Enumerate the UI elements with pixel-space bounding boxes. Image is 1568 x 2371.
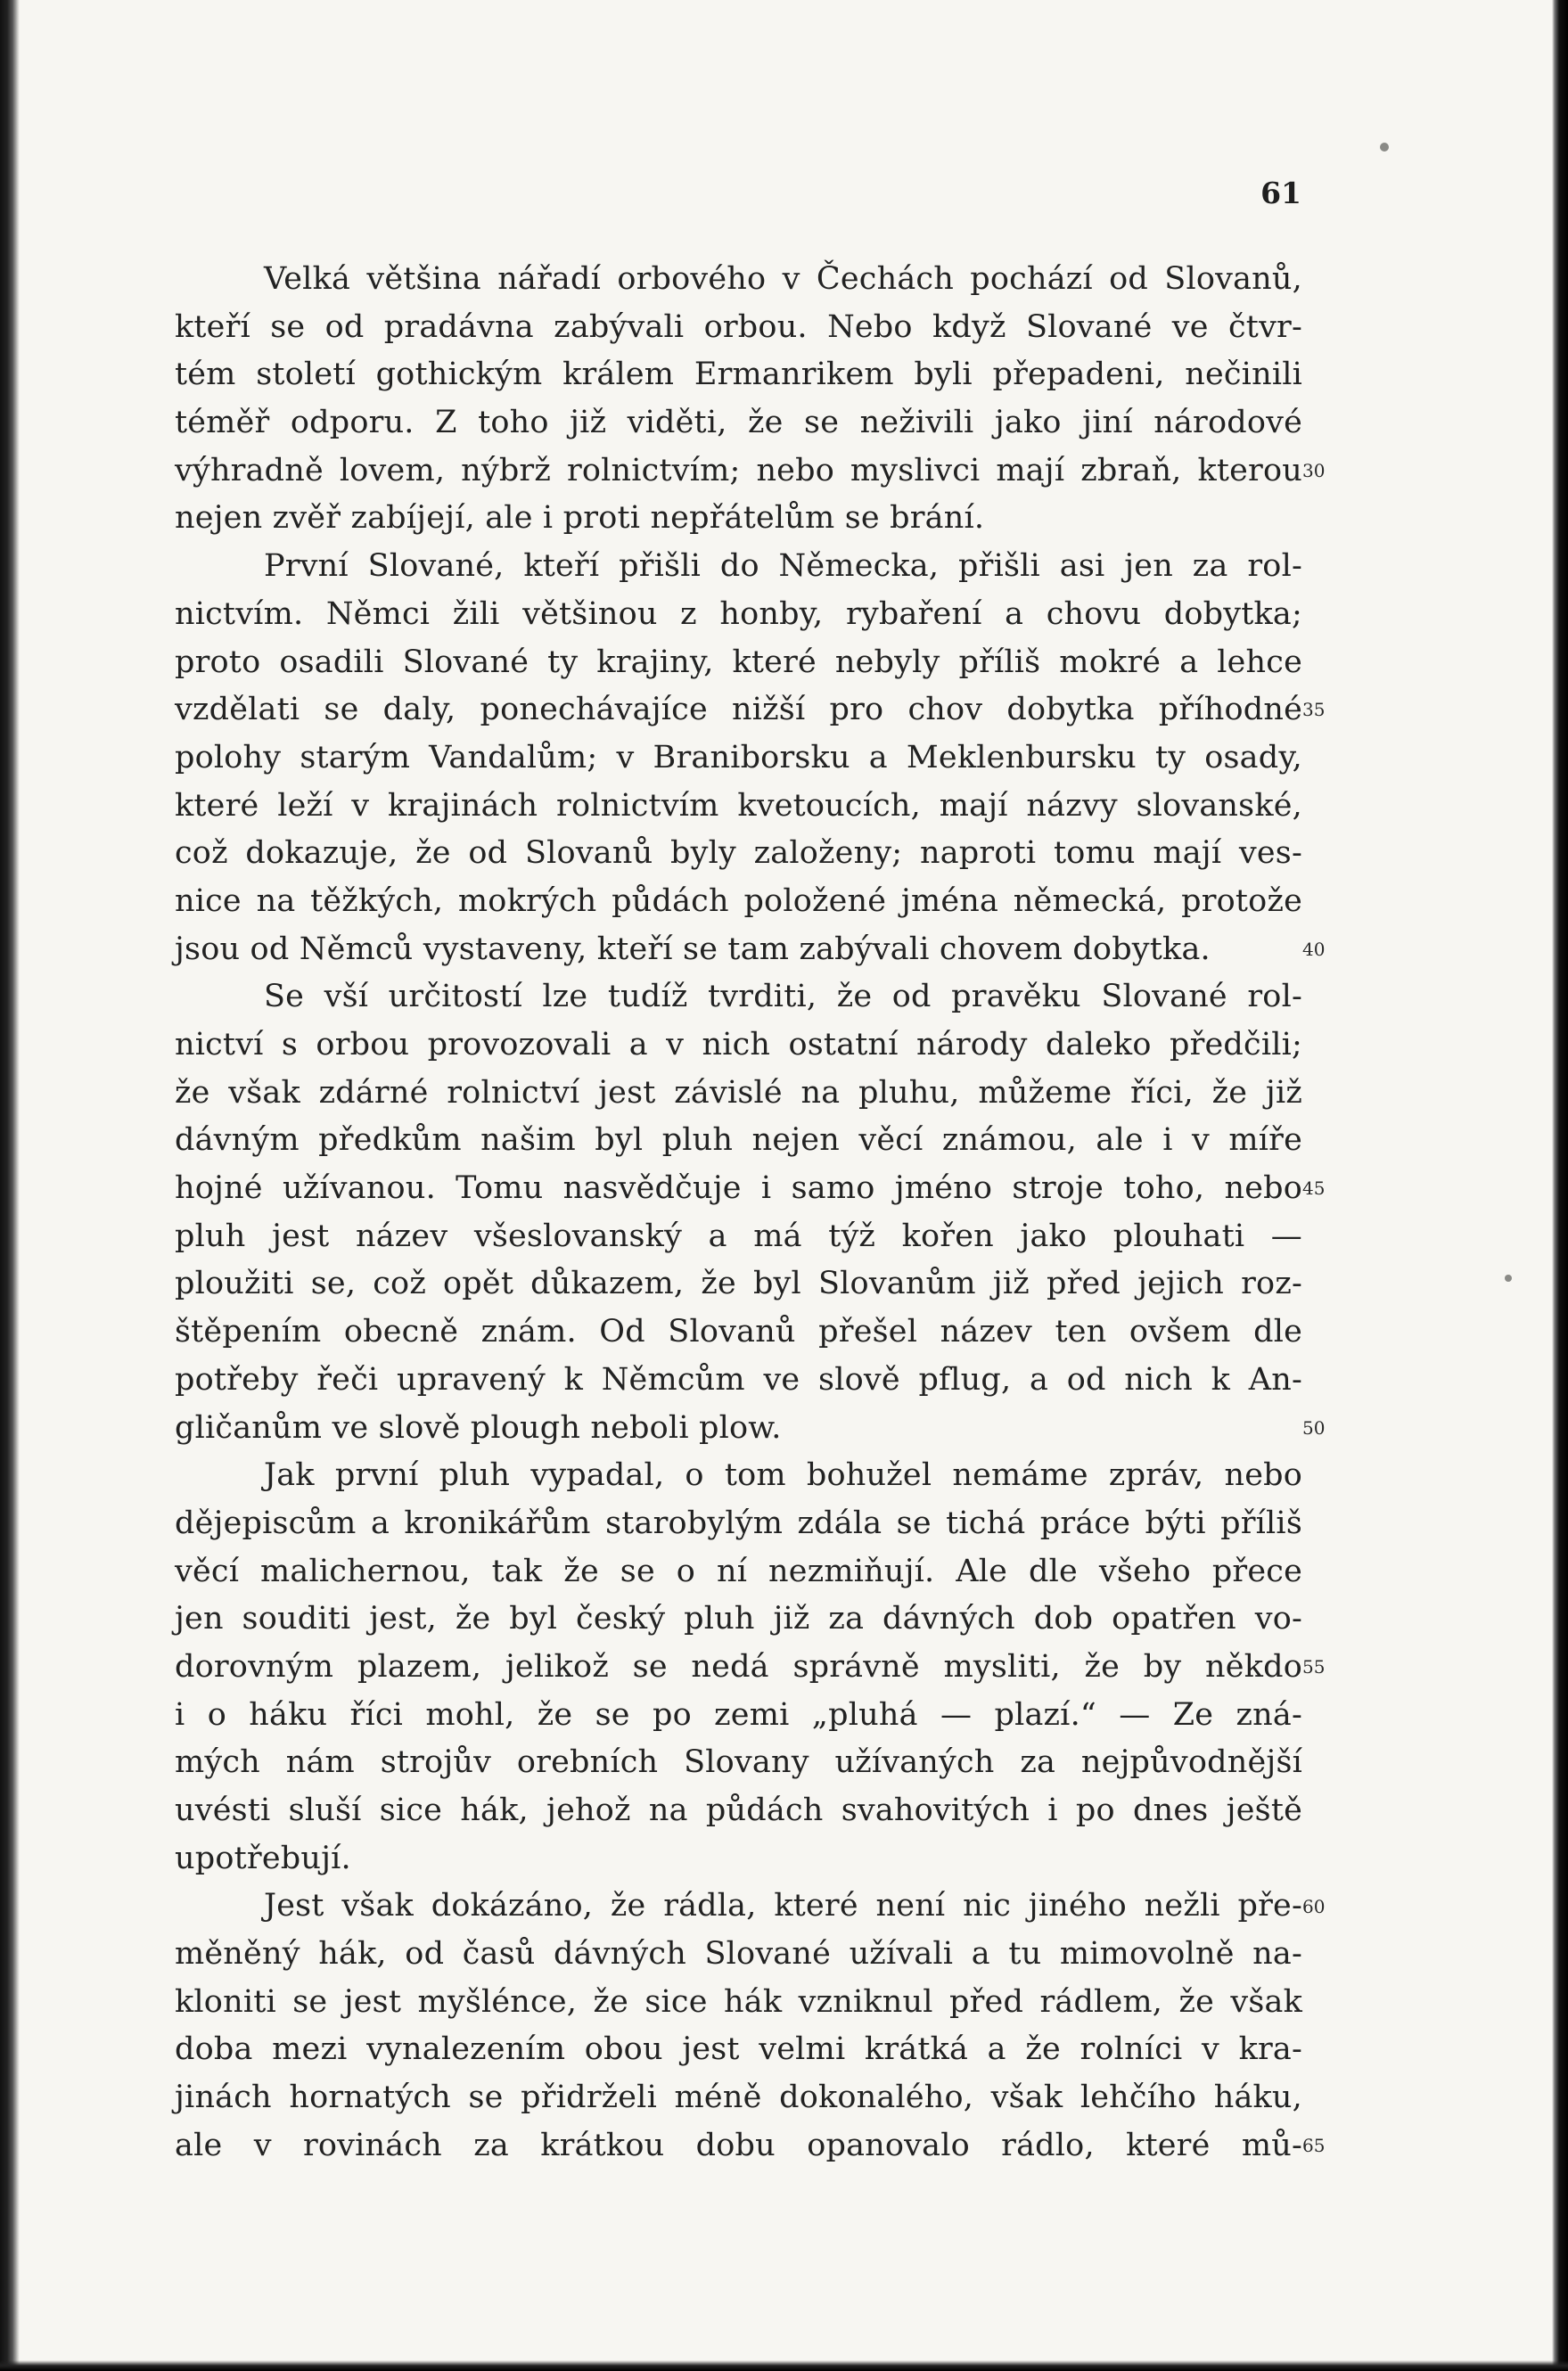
text-line: ale v rovinách za krátkou dobu opanovalo rádlo, které mů- — [175, 2127, 1302, 2163]
text-line: vzdělati se daly, ponechávajíce nižší pro chov dobytka příhodné — [175, 692, 1302, 728]
text-line: věcí malichernou, tak že se o ní nezmiňují. Ale dle všeho přece — [175, 1553, 1302, 1589]
text-line: Jest však dokázáno, že rádla, které není nic jiného nežli pře- — [264, 1888, 1302, 1924]
text-line: dějepiscům a kronikářům starobylým zdála se tichá práce býti příliš — [175, 1505, 1302, 1541]
text-line: upotřebují. — [175, 1840, 351, 1876]
text-line: které leží v krajinách rolnictvím kvetoucích, mají názvy slovanské, — [175, 787, 1302, 824]
scan-speck — [1505, 1275, 1512, 1282]
text-line: gličanům ve slově plough neboli plow. — [175, 1409, 782, 1446]
page-number: 61 — [1260, 176, 1301, 210]
text-line: jen souditi jest, že byl český pluh již za dávných dob opatřen vo- — [175, 1601, 1302, 1637]
text-line: i o háku říci mohl, že se po zemi „pluhá — plazí.“ — Ze zná- — [175, 1696, 1302, 1733]
scan-left-edge — [0, 0, 20, 2371]
margin-line-number: 50 — [1302, 1416, 1326, 1439]
text-line: dorovným plazem, jelikož se nedá správně mysliti, že by někdo — [175, 1648, 1302, 1685]
text-line: První Slované, kteří přišli do Německa, přišli asi jen za rol- — [264, 548, 1302, 585]
text-line: uvésti sluší sice hák, jehož na půdách svahovitých i po dnes ještě — [175, 1793, 1302, 1828]
text-line: nice na těžkých, mokrých půdách položené jména německá, protože — [175, 882, 1302, 919]
text-line: že však zdárné rolnictví jest závislé na pluhu, můžeme říci, že již — [175, 1074, 1302, 1111]
text-line: nejen zvěř zabíjejí, ale i proti nepřátelům se brání. — [175, 500, 985, 537]
text-line: polohy starým Vandalům; v Braniborsku a Meklenbursku ty osady, — [175, 739, 1302, 775]
text-line: proto osadili Slované ty krajiny, které nebyly příliš mokré a lehce — [175, 644, 1302, 680]
text-line: Se vší určitostí lze tudíž tvrditi, že od pravěku Slované rol- — [264, 979, 1302, 1015]
text-line: štěpením obecně znám. Od Slovanů přešel název ten ovšem dle — [175, 1314, 1302, 1350]
text-line: nictví s orbou provozovali a v nich ostatní národy daleko předčili; — [175, 1027, 1302, 1062]
text-line: doba mezi vynalezením obou jest velmi krátká a že rolníci v kra- — [175, 2031, 1302, 2068]
margin-line-number: 35 — [1302, 699, 1326, 721]
text-line: mých nám strojův orebních Slovany užívaných za nejpůvodnější — [175, 1744, 1302, 1781]
text-line: potřeby řeči upravený k Němcům ve slově pflug, a od nich k An- — [175, 1361, 1302, 1398]
text-line: výhradně lovem, nýbrž rolnictvím; nebo myslivci mají zbraň, kterou — [175, 452, 1302, 488]
text-line: měněný hák, od časů dávných Slované užívali a tu mimovolně na- — [175, 1936, 1302, 1973]
scan-speck — [1380, 143, 1389, 152]
margin-line-number: 40 — [1302, 938, 1326, 960]
margin-line-number: 30 — [1302, 459, 1326, 481]
text-line: kteří se od pradávna zabývali orbou. Nebo když Slované ve čtvr- — [175, 308, 1302, 345]
text-line: Jak první pluh vypadal, o tom bohužel nemáme zpráv, nebo — [264, 1457, 1302, 1494]
body-text — [175, 256, 1302, 2170]
text-line: nictvím. Němci žili většinou z honby, rybaření a chovu dobytka; — [175, 595, 1302, 632]
text-line: hojné užívanou. Tomu nasvědčuje i samo jméno stroje toho, nebo — [175, 1170, 1302, 1207]
text-line: kloniti se jest myšlénce, že sice hák vzniknul před rádlem, že však — [175, 1983, 1302, 2020]
text-line: ploužiti se, což opět důkazem, že byl Slovanům již před jejich roz- — [175, 1266, 1302, 1302]
text-line: jsou od Němců vystaveny, kteří se tam zabývali chovem dobytka. — [175, 931, 1211, 967]
text-line: pluh jest název všeslovanský a má týž kořen jako plouhati — — [175, 1218, 1302, 1254]
text-line: jinách hornatých se přidrželi méně dokonalého, však lehčího háku, — [175, 2080, 1302, 2116]
text-line: Velká většina nářadí orbového v Čechách pochází od Slovanů, — [264, 261, 1302, 297]
text-line: což dokazuje, že od Slovanů byly založeny; naproti tomu mají ves- — [175, 835, 1302, 872]
margin-line-number: 65 — [1302, 2135, 1326, 2157]
text-line: dávným předkům našim byl pluh nejen věcí známou, ale i v míře — [175, 1122, 1302, 1159]
margin-line-number: 60 — [1302, 1895, 1326, 1917]
scan-right-edge — [1552, 0, 1568, 2371]
margin-line-number: 45 — [1302, 1177, 1326, 1200]
text-line: tém století gothickým králem Ermanrikem byli přepadeni, nečinili — [175, 357, 1302, 393]
margin-line-number: 55 — [1302, 1656, 1326, 1678]
text-line: téměř odporu. Z toho již viděti, že se neživili jako jiní národové — [175, 405, 1302, 441]
scan-bottom-edge — [0, 2360, 1568, 2371]
